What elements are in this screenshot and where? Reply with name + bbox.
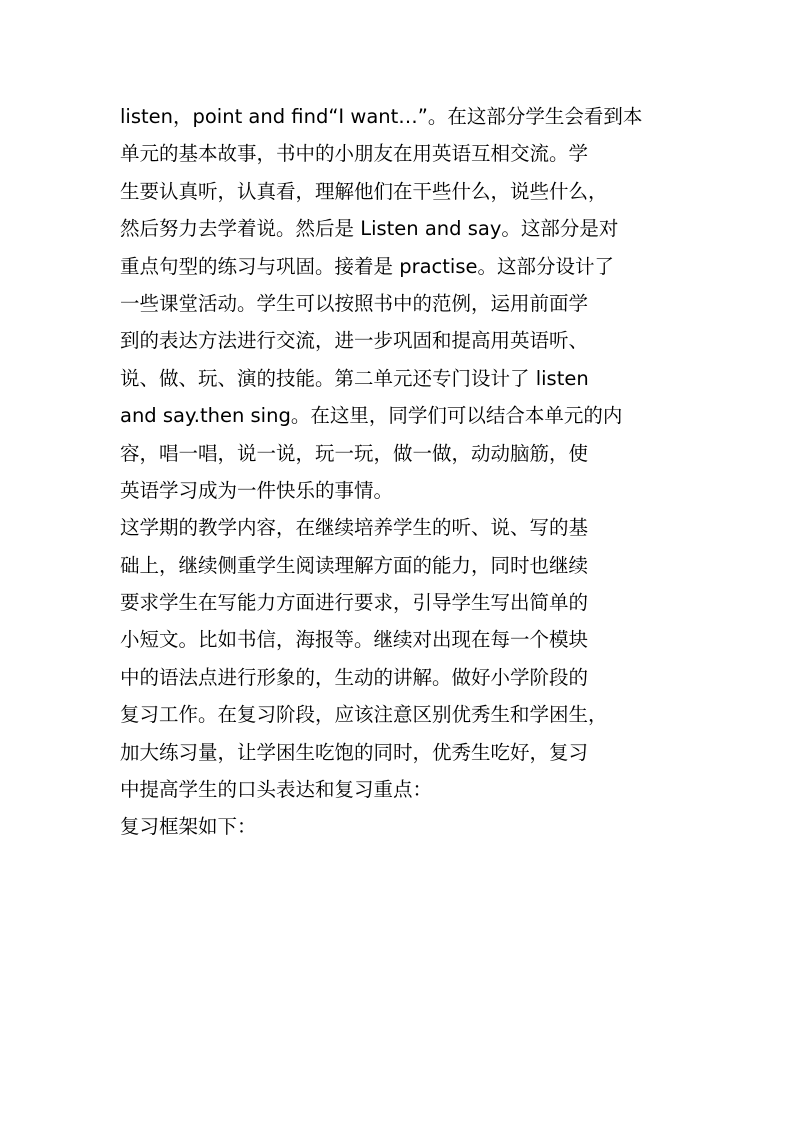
text-line: 中的语法点进行形象的，生动的讲解。做好小学阶段的 — [120, 665, 589, 689]
document-body — [120, 98, 690, 846]
text-line: 一些课堂活动。学生可以按照书中的范例，运用前面学 — [120, 291, 589, 315]
text-line: and say.then sing。在这里，同学们可以结合本单元的内 — [120, 404, 623, 428]
text-line: 英语学习成为一件快乐的事情。 — [120, 478, 394, 502]
text-line: 中提高学生的口头表达和复习重点： — [120, 778, 433, 802]
text-line: 小短文。比如书信，海报等。继续对出现在每一个模块 — [120, 628, 589, 652]
text-line: 到的表达方法进行交流，进一步巩固和提高用英语听、 — [120, 329, 589, 353]
text-line: 要求学生在写能力方面进行要求，引导学生写出简单的 — [120, 591, 589, 615]
text-line: 复习框架如下： — [120, 815, 257, 839]
text-line: 础上，继续侧重学生阅读理解方面的能力，同时也继续 — [120, 553, 589, 577]
text-line: 说、做、玩、演的技能。第二单元还专门设计了 listen — [120, 366, 589, 390]
text-line: 生要认真听，认真看，理解他们在干些什么，说些什么， — [120, 179, 608, 203]
text-line: 加大练习量，让学困生吃饱的同时，优秀生吃好，复习 — [120, 740, 589, 764]
text-line: 容，唱一唱，说一说，玩一玩，做一做，动动脑筋，使 — [120, 441, 589, 465]
text-line: 重点句型的练习与巩固。接着是 practise。这部分设计了 — [120, 254, 614, 278]
text-line: 单元的基本故事，书中的小朋友在用英语互相交流。学 — [120, 142, 589, 166]
text-line: 复习工作。在复习阶段，应该注意区别优秀生和学困生， — [120, 703, 608, 727]
text-line: 这学期的教学内容，在继续培养学生的听、说、写的基 — [120, 516, 589, 540]
text-line: listen，point and find“I want…”。在这部分学生会看到本 — [120, 105, 643, 128]
text-line: 然后努力去学着说。然后是 Listen and say。这部分是对 — [120, 217, 619, 241]
